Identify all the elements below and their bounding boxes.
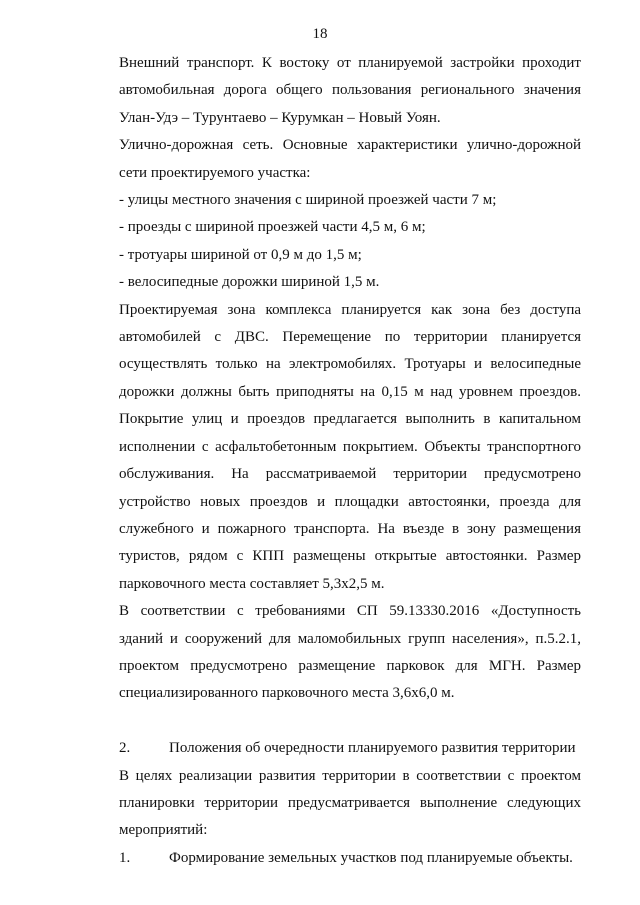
paragraph-street-network-intro [119,132,581,187]
list-item: - улицы местного значения с шириной проезжей части 7 м; [119,192,497,209]
list-item: - тротуары шириной от 0,9 м до 1,5 м; [119,246,362,263]
paragraph-text: В целях реализации развития территории в соответствии с проектом планировки территории предусматривается выполнение следующих мероприятий: [119,767,581,839]
paragraph-external-transport [119,50,581,132]
section-title: Положения об очередности планируемого развития территории [169,740,576,757]
paragraph-zone-no-ice [119,297,581,598]
item-text: Формирование земельных участков под планируемые объекты. [169,849,573,866]
document-body [119,50,581,872]
section-spacer [119,708,581,735]
paragraph-accessibility [119,598,581,708]
item-number: 1. [119,849,131,866]
paragraph-section-2-intro [119,763,581,845]
paragraph-text: Улично-дорожная сеть. Основные характеристики улично-дорожной сети проектируемого участка: [119,137,581,181]
list-item: - проезды с шириной проезжей части 4,5 м, 6 м; [119,219,426,236]
paragraph-text: В соответствии с требованиями СП 59.13330.2016 «Доступность зданий и сооружений для маломобильных групп населения», п.5.2.1, проектом предусмотрено размещение парковок для МГН. Размер специализированного парковочного места 3,6х6,0 м. [119,603,581,702]
page-number: 18 [312,26,328,42]
paragraph-text: Проектируемая зона комплекса планируется как зона без доступа автомобилей с ДВС. Перемещение по территории планируется осуществлять только на электромобилях. Тротуары и велосипедные дорожки должны быть приподняты на 0,15 м над уровнем проездов. Покрытие улиц и проездов предлагается выполнить в капитальном исполнении с асфальтобетонным покрытием. Объекты транспортного обслуживания. На рассматриваемой территории предусмотрено устройство новых проездов и площадки автостоянки, проезда для служебного и пожарного транспорта. На въезде в зону размещения туристов, рядом с КПП размещены открытые автостоянки. Размер парковочного места составляет 5,3х2,5 м. [119,301,581,592]
list-item: - велосипедные дорожки шириной 1,5 м. [119,274,380,291]
street-characteristics-list [119,187,581,297]
section-number: 2. [119,740,131,757]
paragraph-text: Внешний транспорт. К востоку от планируемой застройки проходит автомобильная дорога общего пользования регионального значения Улан-Удэ – Турунтаево – Курумкан – Новый Уоян. [119,55,581,126]
section-2-heading [119,735,581,762]
numbered-item-1 [119,845,581,872]
